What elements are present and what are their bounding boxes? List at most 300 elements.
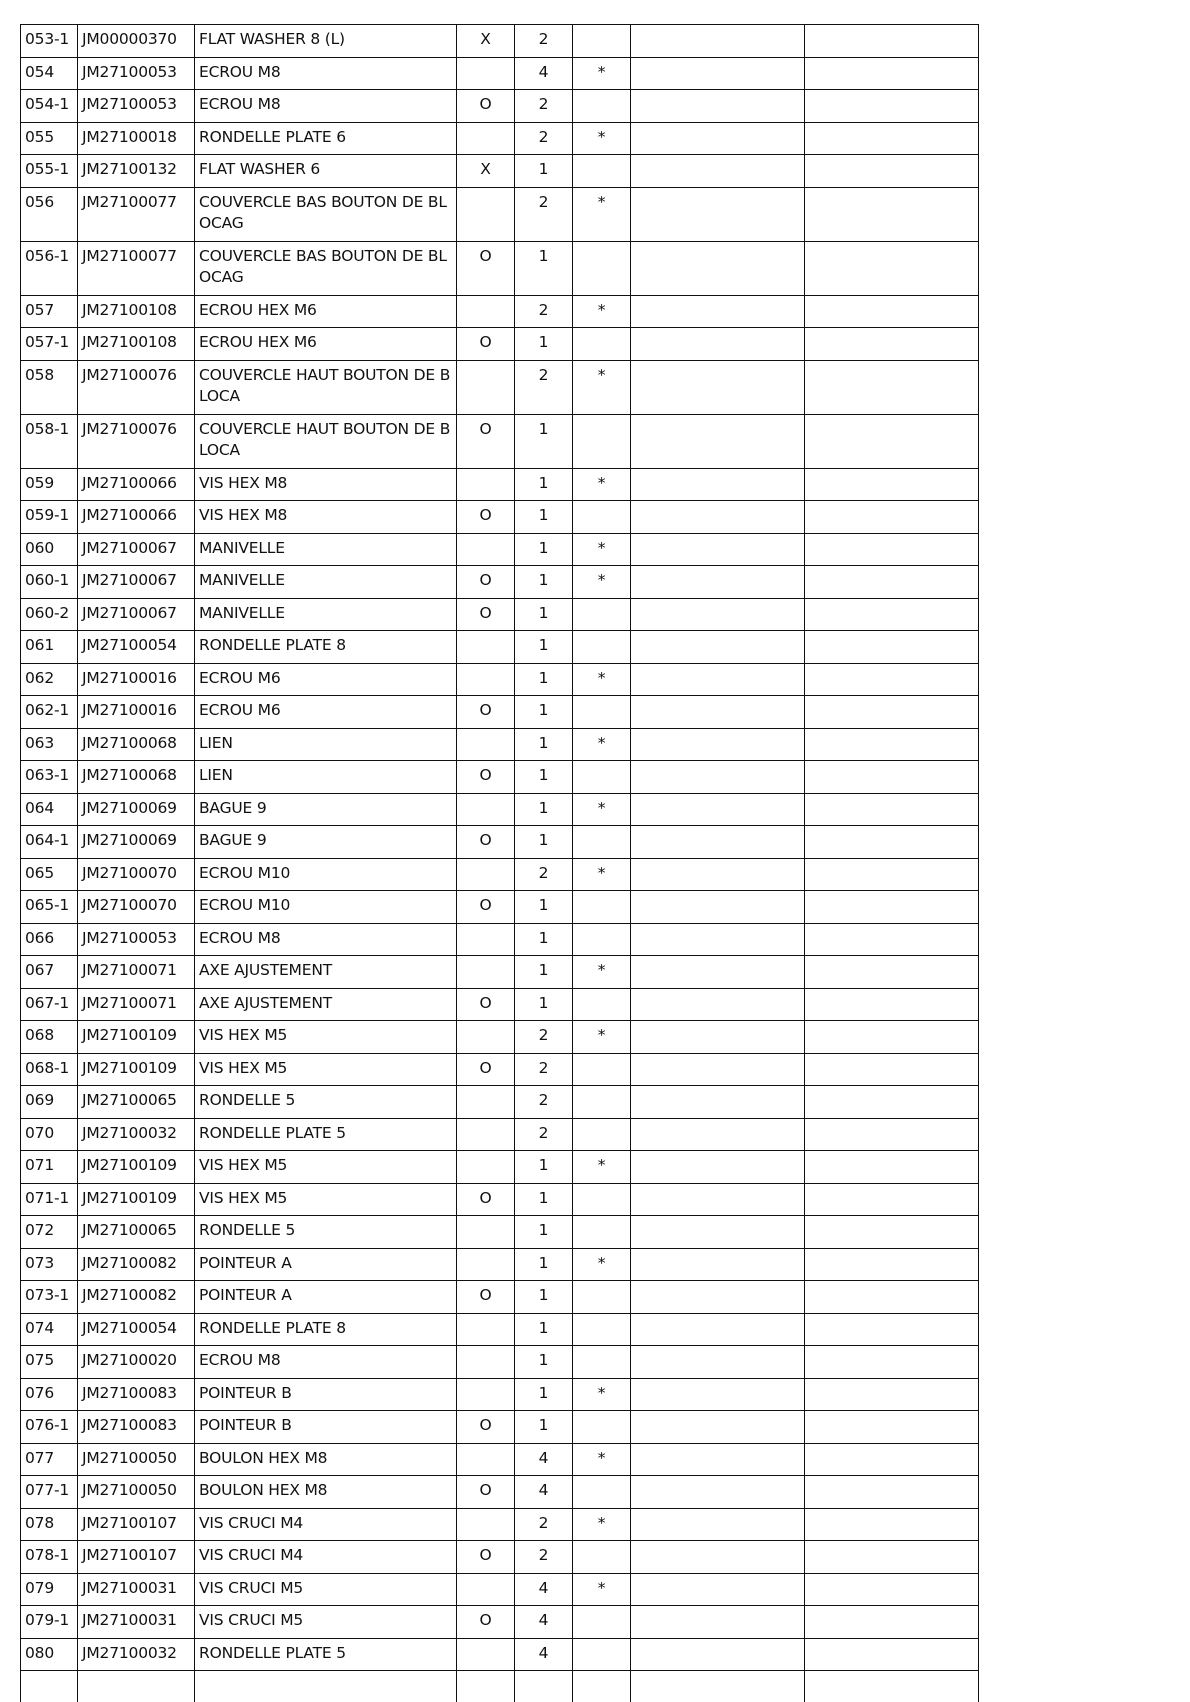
part-number-cell: 064-1 xyxy=(21,826,78,859)
table-row xyxy=(21,155,979,188)
table-row xyxy=(21,1346,979,1379)
blank-cell xyxy=(805,1053,979,1086)
asterisk-cell: * xyxy=(573,468,631,501)
quantity-cell: 1 xyxy=(515,891,573,924)
blank-cell xyxy=(805,187,979,241)
blank-cell xyxy=(631,988,805,1021)
description-cell: ECROU HEX M6 xyxy=(195,295,457,328)
description-cell: BAGUE 9 xyxy=(195,826,457,859)
parts-table-body xyxy=(21,25,979,1702)
asterisk-cell: * xyxy=(573,728,631,761)
blank-cell xyxy=(631,1053,805,1086)
quantity-cell: 1 xyxy=(515,414,573,468)
quantity-cell: 1 xyxy=(515,988,573,1021)
quantity-cell: 1 xyxy=(515,663,573,696)
part-code-cell: JM27100067 xyxy=(78,598,195,631)
option-mark-cell: O xyxy=(457,1183,515,1216)
part-number-cell: 069 xyxy=(21,1086,78,1119)
table-row xyxy=(21,1411,979,1444)
part-number-cell: 055 xyxy=(21,122,78,155)
table-row xyxy=(21,1118,979,1151)
description-cell: POINTEUR A xyxy=(195,1248,457,1281)
option-mark-cell xyxy=(457,57,515,90)
table-row xyxy=(21,1541,979,1574)
part-code-cell xyxy=(78,1671,195,1702)
part-number-cell: 058 xyxy=(21,360,78,414)
quantity-cell: 2 xyxy=(515,25,573,58)
part-number-cell: 058-1 xyxy=(21,414,78,468)
blank-cell xyxy=(805,1573,979,1606)
blank-cell xyxy=(805,631,979,664)
asterisk-cell: * xyxy=(573,663,631,696)
blank-cell xyxy=(631,501,805,534)
description-cell: COUVERCLE BAS BOUTON DE BL OCAG xyxy=(195,187,457,241)
blank-cell xyxy=(631,187,805,241)
description-cell: RONDELLE PLATE 5 xyxy=(195,1638,457,1671)
table-row xyxy=(21,414,979,468)
option-mark-cell: O xyxy=(457,598,515,631)
description-cell: COUVERCLE HAUT BOUTON DE B LOCA xyxy=(195,360,457,414)
table-row xyxy=(21,858,979,891)
quantity-cell: 4 xyxy=(515,1606,573,1639)
description-cell xyxy=(195,1671,457,1702)
description-cell: ECROU M10 xyxy=(195,891,457,924)
quantity-cell: 1 xyxy=(515,155,573,188)
quantity-cell: 1 xyxy=(515,241,573,295)
part-number-cell: 070 xyxy=(21,1118,78,1151)
part-number-cell: 077 xyxy=(21,1443,78,1476)
blank-cell xyxy=(631,1216,805,1249)
asterisk-cell: * xyxy=(573,360,631,414)
asterisk-cell xyxy=(573,241,631,295)
asterisk-cell xyxy=(573,1476,631,1509)
asterisk-cell: * xyxy=(573,1378,631,1411)
part-code-cell: JM27100053 xyxy=(78,923,195,956)
part-code-cell: JM27100050 xyxy=(78,1476,195,1509)
description-cell: BOULON HEX M8 xyxy=(195,1443,457,1476)
part-number-cell: 053-1 xyxy=(21,25,78,58)
option-mark-cell xyxy=(457,1118,515,1151)
quantity-cell: 1 xyxy=(515,1248,573,1281)
table-row xyxy=(21,923,979,956)
blank-cell xyxy=(805,1313,979,1346)
option-mark-cell xyxy=(457,1021,515,1054)
option-mark-cell: O xyxy=(457,1281,515,1314)
part-number-cell: 057 xyxy=(21,295,78,328)
part-number-cell: 076 xyxy=(21,1378,78,1411)
asterisk-cell xyxy=(573,1183,631,1216)
asterisk-cell xyxy=(573,1346,631,1379)
part-number-cell: 075 xyxy=(21,1346,78,1379)
asterisk-cell: * xyxy=(573,1573,631,1606)
blank-cell xyxy=(805,1021,979,1054)
description-cell: BAGUE 9 xyxy=(195,793,457,826)
part-code-cell: JM27100076 xyxy=(78,360,195,414)
asterisk-cell xyxy=(573,923,631,956)
option-mark-cell xyxy=(457,1508,515,1541)
part-number-cell: 059 xyxy=(21,468,78,501)
option-mark-cell xyxy=(457,1313,515,1346)
option-mark-cell xyxy=(457,1671,515,1702)
description-cell: AXE AJUSTEMENT xyxy=(195,988,457,1021)
table-row xyxy=(21,122,979,155)
asterisk-cell xyxy=(573,1281,631,1314)
description-cell: RONDELLE PLATE 8 xyxy=(195,631,457,664)
table-row xyxy=(21,501,979,534)
blank-cell xyxy=(631,858,805,891)
option-mark-cell: O xyxy=(457,90,515,123)
table-row xyxy=(21,761,979,794)
option-mark-cell xyxy=(457,122,515,155)
description-cell: ECROU M6 xyxy=(195,696,457,729)
part-code-cell: JM27100032 xyxy=(78,1638,195,1671)
quantity-cell: 1 xyxy=(515,923,573,956)
quantity-cell: 2 xyxy=(515,122,573,155)
part-number-cell: 054-1 xyxy=(21,90,78,123)
blank-cell xyxy=(805,663,979,696)
quantity-cell: 2 xyxy=(515,1541,573,1574)
blank-cell xyxy=(631,1443,805,1476)
asterisk-cell xyxy=(573,891,631,924)
option-mark-cell: O xyxy=(457,988,515,1021)
blank-cell xyxy=(631,122,805,155)
option-mark-cell: O xyxy=(457,1606,515,1639)
quantity-cell: 2 xyxy=(515,90,573,123)
part-code-cell: JM27100068 xyxy=(78,761,195,794)
part-code-cell: JM27100066 xyxy=(78,468,195,501)
asterisk-cell: * xyxy=(573,1443,631,1476)
option-mark-cell xyxy=(457,1216,515,1249)
asterisk-cell: * xyxy=(573,858,631,891)
table-row xyxy=(21,696,979,729)
blank-cell xyxy=(805,1671,979,1702)
quantity-cell: 2 xyxy=(515,1086,573,1119)
blank-cell xyxy=(631,1086,805,1119)
option-mark-cell xyxy=(457,187,515,241)
quantity-cell: 1 xyxy=(515,956,573,989)
option-mark-cell: O xyxy=(457,566,515,599)
part-number-cell: 063 xyxy=(21,728,78,761)
table-row xyxy=(21,1183,979,1216)
asterisk-cell xyxy=(573,988,631,1021)
quantity-cell: 4 xyxy=(515,57,573,90)
blank-cell xyxy=(805,858,979,891)
part-code-cell: JM27100069 xyxy=(78,826,195,859)
asterisk-cell xyxy=(573,328,631,361)
option-mark-cell xyxy=(457,663,515,696)
quantity-cell: 1 xyxy=(515,1313,573,1346)
part-number-cell: 067-1 xyxy=(21,988,78,1021)
quantity-cell: 1 xyxy=(515,566,573,599)
part-number-cell: 056 xyxy=(21,187,78,241)
blank-cell xyxy=(805,1606,979,1639)
table-row xyxy=(21,793,979,826)
part-code-cell: JM27100109 xyxy=(78,1183,195,1216)
table-row xyxy=(21,57,979,90)
blank-cell xyxy=(805,1541,979,1574)
description-cell: ECROU M8 xyxy=(195,90,457,123)
description-cell: ECROU M10 xyxy=(195,858,457,891)
option-mark-cell xyxy=(457,468,515,501)
blank-cell xyxy=(631,1281,805,1314)
option-mark-cell: O xyxy=(457,1541,515,1574)
description-cell: COUVERCLE HAUT BOUTON DE B LOCA xyxy=(195,414,457,468)
option-mark-cell: O xyxy=(457,891,515,924)
blank-cell xyxy=(631,598,805,631)
part-code-cell: JM27100070 xyxy=(78,891,195,924)
asterisk-cell xyxy=(573,1216,631,1249)
quantity-cell: 1 xyxy=(515,696,573,729)
blank-cell xyxy=(631,1248,805,1281)
asterisk-cell: * xyxy=(573,122,631,155)
blank-cell xyxy=(805,1118,979,1151)
option-mark-cell: O xyxy=(457,241,515,295)
blank-cell xyxy=(631,1346,805,1379)
option-mark-cell xyxy=(457,1638,515,1671)
blank-cell xyxy=(631,1606,805,1639)
description-cell: RONDELLE 5 xyxy=(195,1216,457,1249)
blank-cell xyxy=(631,295,805,328)
table-row xyxy=(21,631,979,664)
asterisk-cell xyxy=(573,1313,631,1346)
blank-cell xyxy=(805,923,979,956)
blank-cell xyxy=(631,1378,805,1411)
blank-cell xyxy=(805,956,979,989)
option-mark-cell: O xyxy=(457,328,515,361)
quantity-cell: 4 xyxy=(515,1443,573,1476)
blank-cell xyxy=(805,826,979,859)
blank-cell xyxy=(805,566,979,599)
part-code-cell: JM27100107 xyxy=(78,1508,195,1541)
blank-cell xyxy=(805,793,979,826)
asterisk-cell xyxy=(573,598,631,631)
part-number-cell: 068 xyxy=(21,1021,78,1054)
quantity-cell: 1 xyxy=(515,1281,573,1314)
blank-cell xyxy=(805,761,979,794)
part-number-cell: 062-1 xyxy=(21,696,78,729)
blank-cell xyxy=(805,155,979,188)
table-row xyxy=(21,1508,979,1541)
quantity-cell xyxy=(515,1671,573,1702)
blank-cell xyxy=(631,891,805,924)
option-mark-cell: O xyxy=(457,501,515,534)
option-mark-cell xyxy=(457,631,515,664)
part-number-cell: 080 xyxy=(21,1638,78,1671)
blank-cell xyxy=(631,1671,805,1702)
description-cell: AXE AJUSTEMENT xyxy=(195,956,457,989)
table-row xyxy=(21,1638,979,1671)
blank-cell xyxy=(631,328,805,361)
option-mark-cell xyxy=(457,1346,515,1379)
part-number-cell: 055-1 xyxy=(21,155,78,188)
quantity-cell: 1 xyxy=(515,631,573,664)
part-number-cell: 060-2 xyxy=(21,598,78,631)
option-mark-cell: O xyxy=(457,1476,515,1509)
table-row xyxy=(21,566,979,599)
blank-cell xyxy=(631,241,805,295)
description-cell: ECROU M6 xyxy=(195,663,457,696)
blank-cell xyxy=(805,1638,979,1671)
part-number-cell: 071-1 xyxy=(21,1183,78,1216)
quantity-cell: 2 xyxy=(515,295,573,328)
part-number-cell: 078-1 xyxy=(21,1541,78,1574)
part-number-cell: 059-1 xyxy=(21,501,78,534)
quantity-cell: 2 xyxy=(515,1508,573,1541)
blank-cell xyxy=(631,360,805,414)
part-number-cell: 065 xyxy=(21,858,78,891)
asterisk-cell xyxy=(573,1411,631,1444)
blank-cell xyxy=(631,826,805,859)
blank-cell xyxy=(631,1411,805,1444)
blank-cell xyxy=(631,1021,805,1054)
table-row xyxy=(21,468,979,501)
part-code-cell: JM27100053 xyxy=(78,90,195,123)
asterisk-cell xyxy=(573,761,631,794)
option-mark-cell xyxy=(457,923,515,956)
quantity-cell: 1 xyxy=(515,1216,573,1249)
asterisk-cell: * xyxy=(573,187,631,241)
blank-cell xyxy=(805,598,979,631)
asterisk-cell xyxy=(573,501,631,534)
table-row xyxy=(21,241,979,295)
blank-cell xyxy=(805,1508,979,1541)
part-code-cell: JM27100018 xyxy=(78,122,195,155)
description-cell: POINTEUR B xyxy=(195,1411,457,1444)
table-row xyxy=(21,90,979,123)
table-row xyxy=(21,1021,979,1054)
part-code-cell: JM00000370 xyxy=(78,25,195,58)
part-code-cell: JM27100082 xyxy=(78,1248,195,1281)
quantity-cell: 4 xyxy=(515,1638,573,1671)
quantity-cell: 1 xyxy=(515,793,573,826)
asterisk-cell: * xyxy=(573,1151,631,1184)
quantity-cell: 1 xyxy=(515,728,573,761)
part-number-cell: 074 xyxy=(21,1313,78,1346)
description-cell: VIS CRUCI M5 xyxy=(195,1573,457,1606)
blank-cell xyxy=(805,501,979,534)
part-code-cell: JM27100054 xyxy=(78,1313,195,1346)
blank-cell xyxy=(805,468,979,501)
table-row xyxy=(21,598,979,631)
quantity-cell: 2 xyxy=(515,858,573,891)
table-row xyxy=(21,328,979,361)
table-row xyxy=(21,1053,979,1086)
part-code-cell: JM27100016 xyxy=(78,696,195,729)
blank-cell xyxy=(631,155,805,188)
part-number-cell: 073 xyxy=(21,1248,78,1281)
description-cell: BOULON HEX M8 xyxy=(195,1476,457,1509)
quantity-cell: 1 xyxy=(515,1411,573,1444)
description-cell: ECROU M8 xyxy=(195,1346,457,1379)
option-mark-cell: O xyxy=(457,696,515,729)
asterisk-cell xyxy=(573,25,631,58)
part-number-cell: 068-1 xyxy=(21,1053,78,1086)
asterisk-cell xyxy=(573,1086,631,1119)
table-row xyxy=(21,187,979,241)
option-mark-cell xyxy=(457,1573,515,1606)
asterisk-cell: * xyxy=(573,57,631,90)
option-mark-cell: O xyxy=(457,1053,515,1086)
asterisk-cell xyxy=(573,90,631,123)
part-code-cell: JM27100108 xyxy=(78,295,195,328)
option-mark-cell xyxy=(457,360,515,414)
description-cell: VIS CRUCI M4 xyxy=(195,1508,457,1541)
asterisk-cell xyxy=(573,1638,631,1671)
table-row xyxy=(21,1606,979,1639)
part-code-cell: JM27100067 xyxy=(78,566,195,599)
blank-cell xyxy=(805,295,979,328)
part-code-cell: JM27100083 xyxy=(78,1411,195,1444)
blank-cell xyxy=(805,1346,979,1379)
part-number-cell: 066 xyxy=(21,923,78,956)
blank-cell xyxy=(631,1541,805,1574)
option-mark-cell xyxy=(457,793,515,826)
quantity-cell: 1 xyxy=(515,1346,573,1379)
part-code-cell: JM27100109 xyxy=(78,1053,195,1086)
part-code-cell: JM27100071 xyxy=(78,956,195,989)
table-row xyxy=(21,891,979,924)
table-row xyxy=(21,956,979,989)
blank-cell xyxy=(631,728,805,761)
table-row xyxy=(21,1248,979,1281)
blank-cell xyxy=(805,1476,979,1509)
table-row xyxy=(21,295,979,328)
part-code-cell: JM27100053 xyxy=(78,57,195,90)
blank-cell xyxy=(805,122,979,155)
blank-cell xyxy=(805,1086,979,1119)
blank-cell xyxy=(631,566,805,599)
description-cell: VIS HEX M5 xyxy=(195,1151,457,1184)
blank-cell xyxy=(631,1573,805,1606)
quantity-cell: 2 xyxy=(515,1118,573,1151)
quantity-cell: 1 xyxy=(515,1151,573,1184)
asterisk-cell xyxy=(573,1541,631,1574)
description-cell: VIS HEX M5 xyxy=(195,1183,457,1216)
table-row xyxy=(21,988,979,1021)
table-row xyxy=(21,1216,979,1249)
part-code-cell: JM27100050 xyxy=(78,1443,195,1476)
part-number-cell xyxy=(21,1671,78,1702)
part-code-cell: JM27100016 xyxy=(78,663,195,696)
blank-cell xyxy=(805,1216,979,1249)
description-cell: POINTEUR B xyxy=(195,1378,457,1411)
part-number-cell: 061 xyxy=(21,631,78,664)
description-cell: MANIVELLE xyxy=(195,566,457,599)
blank-cell xyxy=(631,1151,805,1184)
blank-cell xyxy=(631,1313,805,1346)
blank-cell xyxy=(631,1183,805,1216)
table-row xyxy=(21,826,979,859)
part-code-cell: JM27100076 xyxy=(78,414,195,468)
blank-cell xyxy=(805,891,979,924)
asterisk-cell xyxy=(573,155,631,188)
blank-cell xyxy=(631,414,805,468)
description-cell: ECROU M8 xyxy=(195,923,457,956)
blank-cell xyxy=(805,1443,979,1476)
part-number-cell: 079 xyxy=(21,1573,78,1606)
blank-cell xyxy=(631,1638,805,1671)
blank-cell xyxy=(805,988,979,1021)
asterisk-cell: * xyxy=(573,566,631,599)
description-cell: MANIVELLE xyxy=(195,598,457,631)
table-row xyxy=(21,1086,979,1119)
table-row xyxy=(21,728,979,761)
table-row xyxy=(21,663,979,696)
option-mark-cell xyxy=(457,728,515,761)
part-number-cell: 060-1 xyxy=(21,566,78,599)
blank-cell xyxy=(805,1151,979,1184)
table-row xyxy=(21,1151,979,1184)
